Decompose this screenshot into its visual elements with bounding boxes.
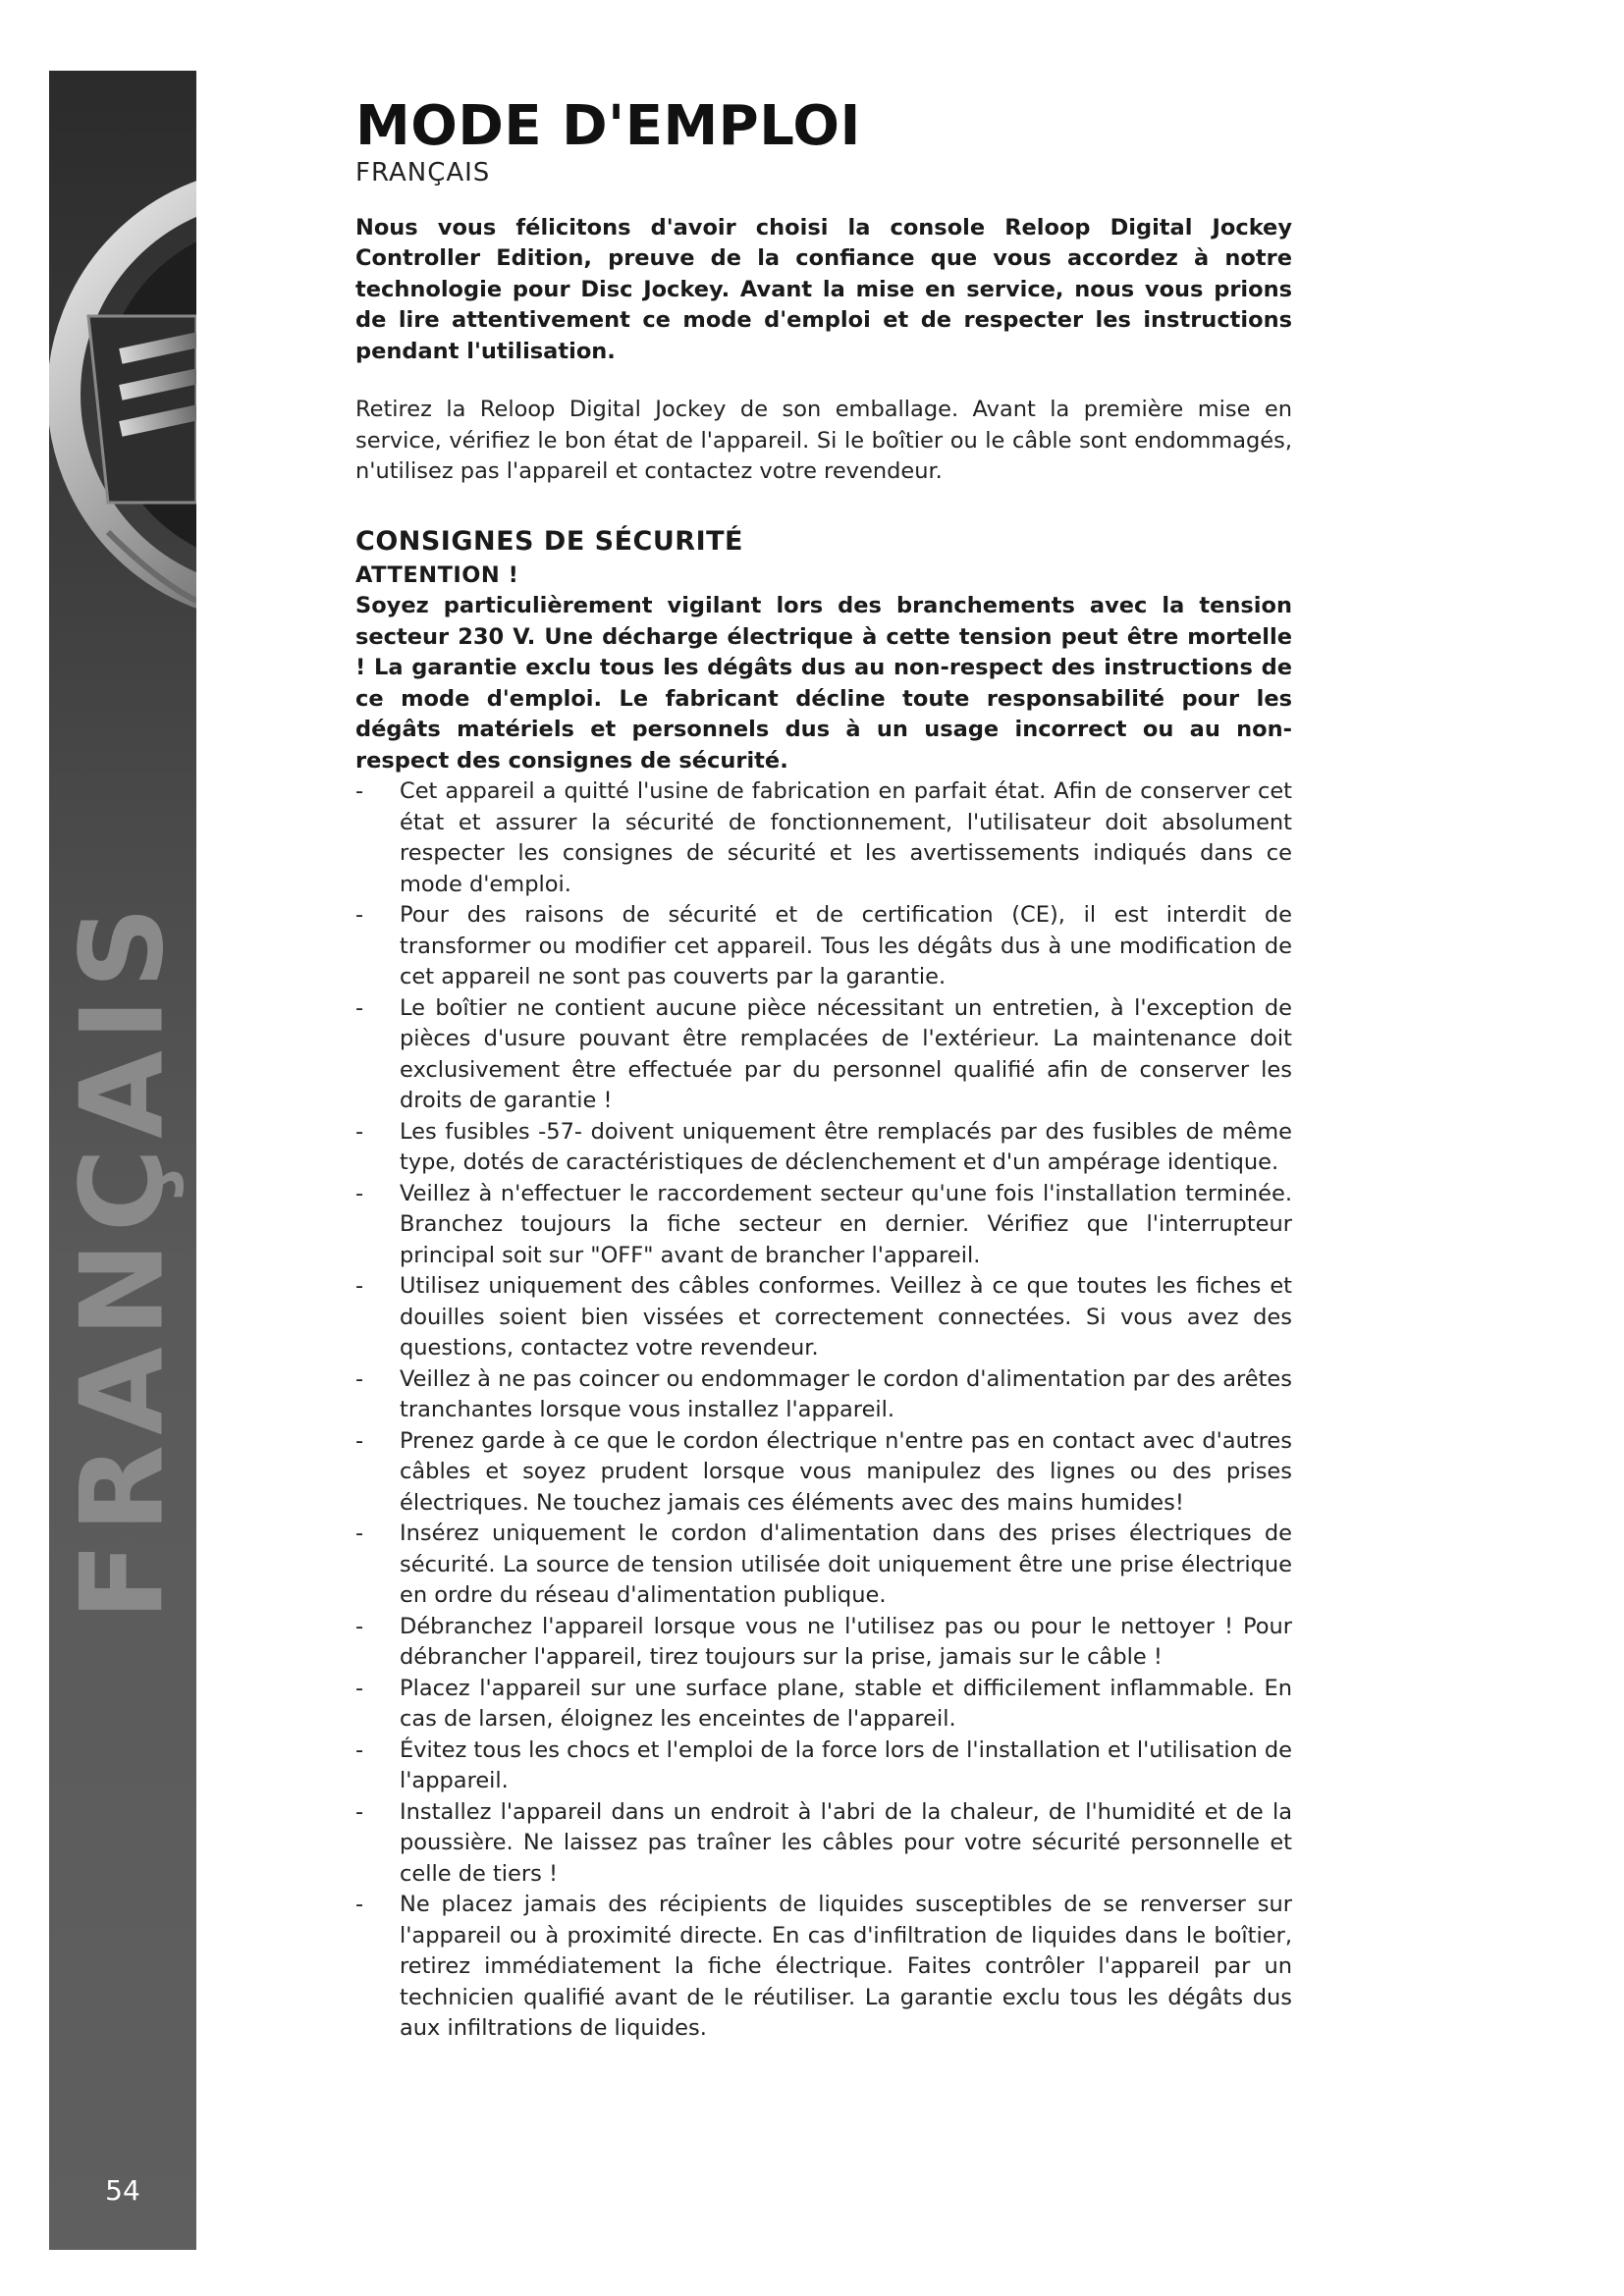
language-vertical-label: FRANÇAIS	[56, 896, 189, 1621]
list-item: - Veillez à n'effectuer le raccordement secteur qu'une fois l'installation terminée. Branchez toujours la fiche secteur en dernier. Vérifiez que l'interrupteur principal soit sur "OFF" avant de brancher l'appareil.	[355, 1179, 1292, 1272]
reloop-logo-mark	[49, 71, 196, 620]
list-item: - Évitez tous les chocs et l'emploi de la force lors de l'installation et l'utilisation de l'appareil.	[355, 1735, 1292, 1797]
list-item: - Installez l'appareil dans un endroit à l'abri de la chaleur, de l'humidité et de la poussière. Ne laissez pas traîner les câbles pour votre sécurité personnelle et celle de tiers !	[355, 1797, 1292, 1891]
page-title: MODE D'EMPLOI	[355, 94, 861, 158]
list-item: - Utilisez uniquement des câbles conformes. Veillez à ce que toutes les fiches et douilles soient bien vissées et correctement connectées. Si vous avez des questions, contactez votre revendeur.	[355, 1271, 1292, 1364]
page-subtitle: FRANÇAIS	[355, 157, 491, 187]
list-item: - Pour des raisons de sécurité et de certification (CE), il est interdit de transformer ou modifier cet appareil. Tous les dégâts dus à une modification de cet appareil ne sont pas couverts par la garantie.	[355, 900, 1292, 993]
list-item: - Ne placez jamais des récipients de liquides susceptibles de se renverser sur l'appareil ou à proximité directe. En cas d'infiltration de liquides dans le boîtier, retirez immédiatement la fiche électrique. Faites contrôler l'appareil par un technicien qualifié avant de le réutiliser. La garantie exclu tous les dégâts dus aux infiltrations de liquides.	[355, 1890, 1292, 2045]
list-item: - Prenez garde à ce que le cordon électrique n'entre pas en contact avec d'autres câbles et soyez prudent lorsque vous manipulez des lignes ou des prises électriques. Ne touchez jamais ces éléments avec des mains humides!	[355, 1426, 1292, 1520]
safety-section-title: CONSIGNES DE SÉCURITÉ	[355, 525, 743, 557]
list-item: - Placez l'appareil sur une surface plane, stable et difficilement inflammable. En cas de larsen, éloignez les enceintes de l'appareil.	[355, 1674, 1292, 1735]
list-item: - Débranchez l'appareil lorsque vous ne l'utilisez pas ou pour le nettoyer ! Pour débrancher l'appareil, tirez toujours sur la prise, jamais sur le câble !	[355, 1612, 1292, 1674]
language-sidebar	[49, 71, 196, 2250]
safety-list	[355, 776, 1292, 2045]
page-content	[355, 94, 1292, 2045]
page-number: 54	[105, 2174, 140, 2207]
list-item: - Le boîtier ne contient aucune pièce nécessitant un entretien, à l'exception de pièces d'usure pouvant être remplacées de l'extérieur. La maintenance doit exclusivement être effectuée par du personnel qualifié afin de conserver les droits de garantie !	[355, 993, 1292, 1117]
list-item: - Cet appareil a quitté l'usine de fabrication en parfait état. Afin de conserver cet état et assurer la sécurité de fonctionnement, l'utilisateur doit absolument respecter les consignes de sécurité et les avertissements indiqués dans ce mode d'emploi.	[355, 776, 1292, 900]
intro-paragraph: Retirez la Reloop Digital Jockey de son emballage. Avant la première mise en service, vérifiez le bon état de l'appareil. Si le boîtier ou le câble sont endommagés, n'utilisez pas l'appareil et contactez votre revendeur.	[355, 397, 1292, 485]
intro-bold-paragraph: Nous vous félicitons d'avoir choisi la console Reloop Digital Jockey Controller Edition, preuve de la confiance que vous accordez à notre technologie pour Disc Jockey. Avant la mise en service, nous vous prions de lire attentivement ce mode d'emploi et de respecter les instructions pendant l'utilisation.	[355, 214, 1292, 364]
list-item: - Veillez à ne pas coincer ou endommager le cordon d'alimentation par des arêtes tranchantes lorsque vous installez l'appareil.	[355, 1364, 1292, 1426]
attention-heading: ATTENTION !	[355, 561, 519, 588]
list-item: - Les fusibles -57- doivent uniquement être remplacés par des fusibles de même type, dotés de caractéristiques de déclenchement et d'un ampérage identique.	[355, 1117, 1292, 1179]
safety-warning: Soyez particulièrement vigilant lors des branchements avec la tension secteur 230 V. Une décharge électrique à cette tension peut être mortelle ! La garantie exclu tous les dégâts dus au non-respect des instructions de ce mode d'emploi. Le fabricant décline toute responsabilité pour les dégâts matériels et personnels dus à un usage incorrect ou au non-respect des consignes de sécurité.	[355, 593, 1292, 774]
list-item: - Insérez uniquement le cordon d'alimentation dans des prises électriques de sécurité. La source de tension utilisée doit uniquement être une prise électrique en ordre du réseau d'alimentation publique.	[355, 1519, 1292, 1612]
